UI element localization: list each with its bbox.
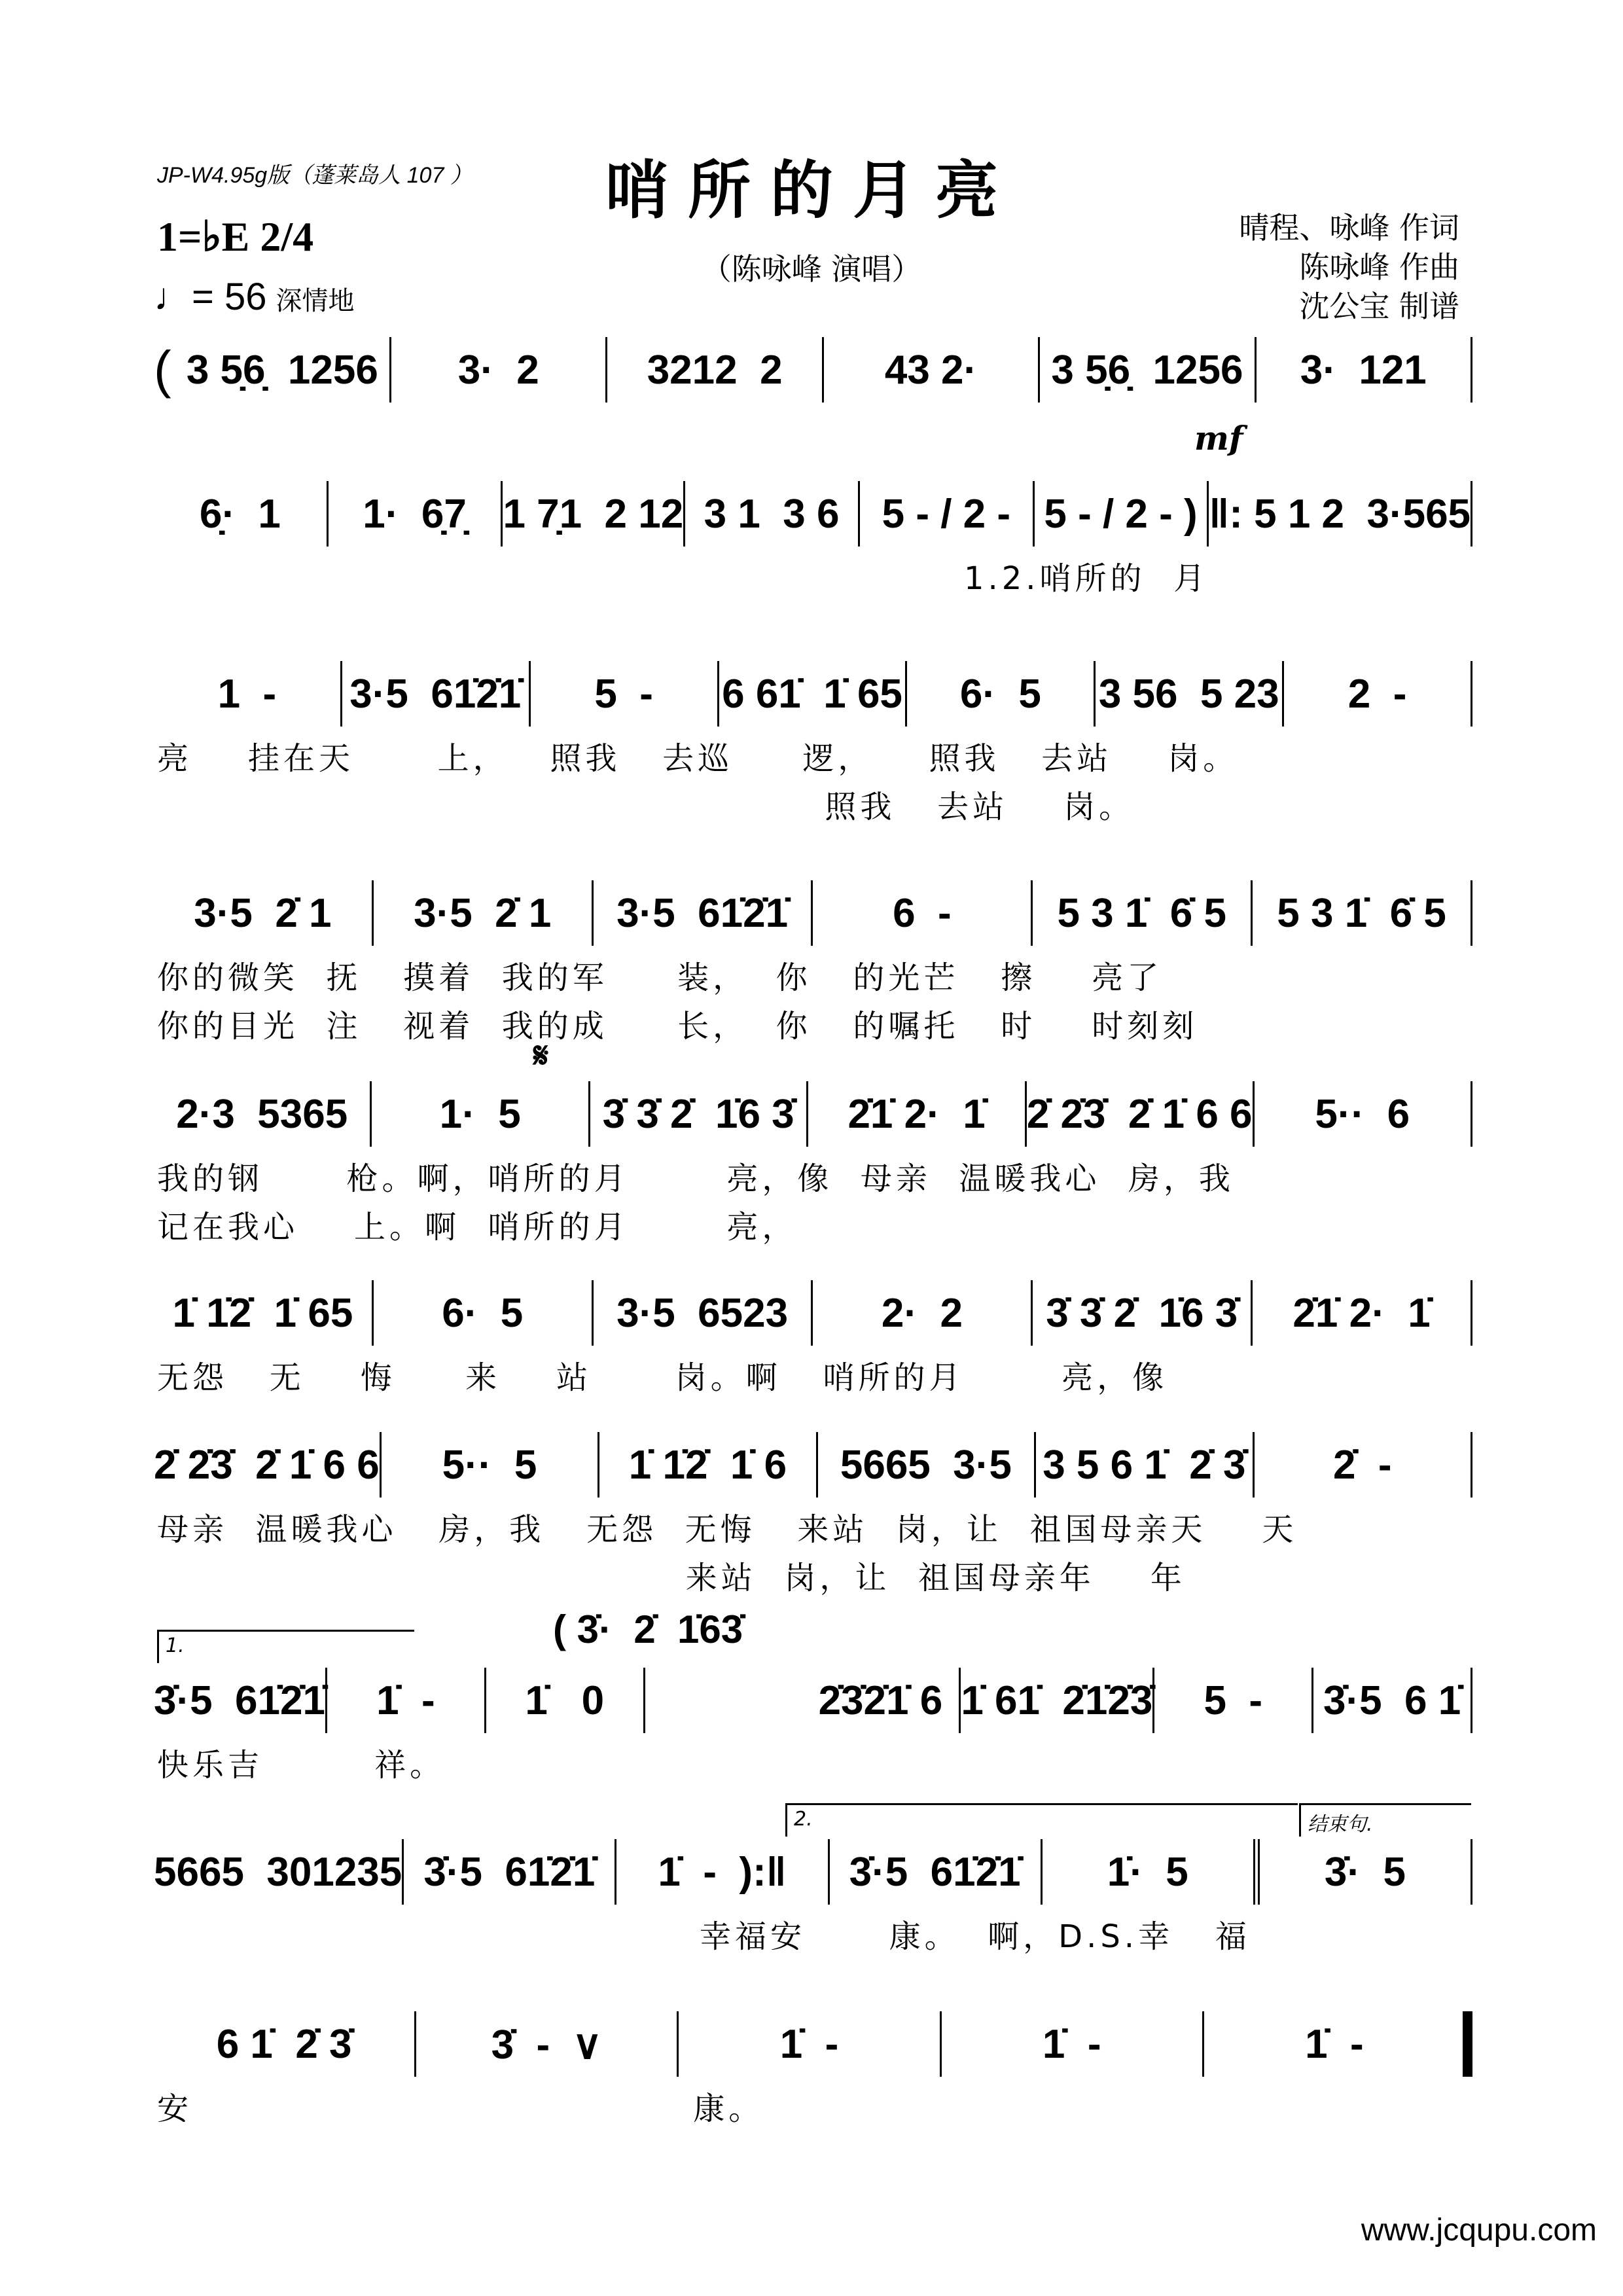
lyric-line: 1.2.哨所的 月 xyxy=(157,560,1209,597)
expression: 深情地 xyxy=(276,287,355,315)
measure: 3̇ - ∨ xyxy=(416,2011,679,2077)
system-10 xyxy=(154,2011,1472,2077)
lyric-line: 安 康。 xyxy=(157,2090,764,2127)
measure: 3·5 61̇2̇1̇ xyxy=(342,661,531,726)
lyric-line: 来站 岗，让 祖国母亲年 年 xyxy=(157,1560,1186,1596)
measure: 3 1 3 6 xyxy=(685,481,860,547)
lyric-line: 照我 去站 岗。 xyxy=(157,789,1135,825)
lyric-line: 快乐吉 祥。 xyxy=(157,1747,446,1784)
arranger: 沈公宝 制谱 xyxy=(1299,289,1459,324)
measure: 3·5 2̇ 1 xyxy=(374,880,594,946)
measure: ‖: 5 1 2 3·565 xyxy=(1209,481,1472,547)
lyricist: 晴程、咏峰 作词 xyxy=(1239,210,1459,245)
measure: 6 61̇ 1̇ 65 xyxy=(719,661,908,726)
measure: 1̇ 0 xyxy=(486,1668,645,1733)
measure: 5665 3·5 xyxy=(818,1432,1036,1498)
measure: 5 3 1̇ 6̇ 5 xyxy=(1253,880,1472,946)
system-4 xyxy=(154,880,1472,946)
measure: 2·3 5365 xyxy=(154,1081,372,1147)
measure: 1̇ 1̇2̇ 1̇ 65 xyxy=(154,1280,374,1346)
song-title: 哨所的月亮 xyxy=(605,153,1018,227)
measure: 6̣· 1 xyxy=(154,481,329,547)
system-3 xyxy=(154,661,1472,726)
key-signature: 1=♭E 2/4 xyxy=(157,213,314,260)
measure: 1̇ - xyxy=(679,2011,941,2077)
system-5 xyxy=(154,1081,1472,1147)
measure: 2̇1̇ 2· 1̇ xyxy=(1253,1280,1472,1346)
measure: 5665 301235 xyxy=(154,1839,404,1905)
measure: 1̇ 1̇2̇ 1̇ 6 xyxy=(599,1432,817,1498)
composer: 陈咏峰 作曲 xyxy=(1299,249,1459,285)
measure: 3·5 2̇ 1 xyxy=(154,880,374,946)
system-2 xyxy=(154,481,1472,547)
measure: 5·· 6 xyxy=(1255,1081,1472,1147)
measure: 3̇ 3̇ 2̇ 1̇6 3̇ xyxy=(590,1081,808,1147)
measure: 1̇ - ):‖ xyxy=(616,1839,829,1905)
singer: （陈咏峰 演唱） xyxy=(701,251,922,287)
tempo-value: ♩= 56 xyxy=(154,276,267,318)
system-8 xyxy=(154,1668,1472,1733)
measure: 6· 5 xyxy=(374,1280,594,1346)
measure: 5 - xyxy=(531,661,719,726)
lyric-line: 亮 挂在天 上， 照我 去巡 逻， 照我 去站 岗。 xyxy=(157,740,1239,777)
measure: 1̇ - xyxy=(327,1668,486,1733)
lyric-line: 母亲 温暖我心 房，我 无怨 无悔 来站 岗，让 祖国母亲天 天 xyxy=(157,1511,1298,1548)
system-9 xyxy=(154,1839,1472,1905)
measure: 3212 2 xyxy=(607,337,823,403)
measure: 3̇·5 61̇2̇1̇ xyxy=(404,1839,616,1905)
measure: 2· 2 xyxy=(813,1280,1033,1346)
measure: 5 - xyxy=(1154,1668,1313,1733)
measure: 3 5̣6̣ 1256 xyxy=(175,337,391,403)
measure: 1· 6̣7̣ xyxy=(329,481,503,547)
open-paren: ( xyxy=(154,340,171,399)
tempo xyxy=(154,275,355,319)
lyric-line: 记在我心 上。啊 哨所的月 亮， xyxy=(157,1209,798,1246)
upper-phrase: ( 3̇· 2̇ 1̇63̇ xyxy=(553,1607,743,1651)
measure: 3̇·5 6 1̇ xyxy=(1313,1668,1472,1733)
measure: 2̇ 2̇3̇ 2̇ 1̇ 6 6 xyxy=(154,1432,382,1498)
lyric-line: 你的目光 注 视着 我的成 长， 你 的嘱托 时 时刻刻 xyxy=(157,1008,1198,1045)
segno: 𝄋 xyxy=(533,1034,549,1076)
lyric-line: 幸福安 康。 啊，D.S.幸 福 xyxy=(157,1918,1251,1955)
credits xyxy=(1239,208,1459,326)
measure: 6 - xyxy=(813,880,1033,946)
measure: 3· 121 xyxy=(1257,337,1472,403)
ending-volta: 结束句. xyxy=(1299,1803,1471,1837)
measure: 6 1̇ 2̇ 3̇ xyxy=(154,2011,416,2077)
dynamic-mark: mf xyxy=(1194,419,1243,457)
measure: 3·5 61̇2̇1̇ xyxy=(594,880,813,946)
footer-watermark: www.jcqupu.com xyxy=(1361,2213,1597,2248)
measure: 2̇ - xyxy=(1255,1432,1472,1498)
measure: 2 - xyxy=(1284,661,1472,726)
measure: 3· 2 xyxy=(391,337,607,403)
measure: 1̇ - xyxy=(1204,2011,1472,2077)
measure: 6· 5 xyxy=(907,661,1096,726)
measure: 3 5̣6̣ 1256 xyxy=(1040,337,1256,403)
lyric-line: 你的微笑 抚 摸着 我的军 装， 你 的光芒 擦 亮了 xyxy=(157,960,1163,996)
measure: 3 56 5 23 xyxy=(1096,661,1284,726)
measure: 1 7̣1 2 12 xyxy=(503,481,685,547)
volta-1: 1. xyxy=(157,1630,414,1663)
volta-2: 2. xyxy=(785,1803,1298,1837)
system-1 xyxy=(154,337,1472,403)
measure: 3̇· 5 xyxy=(1260,1839,1472,1905)
measure: 1· 5 xyxy=(372,1081,590,1147)
lyric-line: 无怨 无 悔 来 站 岗。啊 哨所的月 亮，像 xyxy=(157,1359,1168,1396)
measure: 1̇· 5 xyxy=(1043,1839,1260,1905)
measure: 3·5 6523 xyxy=(594,1280,813,1346)
system-7 xyxy=(154,1432,1472,1498)
measure: 3̇·5 61̇2̇1̇ xyxy=(154,1668,327,1733)
measure: 1̇ - xyxy=(942,2011,1204,2077)
measure: 2̇ 2̇3̇ 2̇ 1̇ 6 6 xyxy=(1027,1081,1255,1147)
measure: 5 - / 2 - xyxy=(860,481,1035,547)
measure: 5 3 1̇ 6̇ 5 xyxy=(1033,880,1253,946)
measure: 1̇ 61̇ 2̇1̇2̇3̇ xyxy=(961,1668,1154,1733)
lyric-line: 我的钢 枪。啊，哨所的月 亮，像 母亲 温暖我心 房，我 xyxy=(157,1160,1234,1197)
measure: 3 5 6 1̇ 2̇ 3̇ xyxy=(1036,1432,1254,1498)
measure: 43 2· xyxy=(824,337,1040,403)
measure: 3̇·5 61̇2̇1̇ xyxy=(830,1839,1043,1905)
measure xyxy=(645,1668,802,1733)
measure: 2̇1̇ 2· 1̇ xyxy=(808,1081,1026,1147)
system-6 xyxy=(154,1280,1472,1346)
measure: 5 - / 2 - ) xyxy=(1035,481,1209,547)
measure: 1 - xyxy=(154,661,342,726)
measure: 5·· 5 xyxy=(382,1432,599,1498)
measure: 3̇ 3̇ 2̇ 1̇6 3̇ xyxy=(1033,1280,1253,1346)
measure: 2̇3̇2̇1̇ 6 xyxy=(802,1668,961,1733)
version-label: JP-W4.95g版（蓬莱岛人 107 ） xyxy=(157,163,473,188)
